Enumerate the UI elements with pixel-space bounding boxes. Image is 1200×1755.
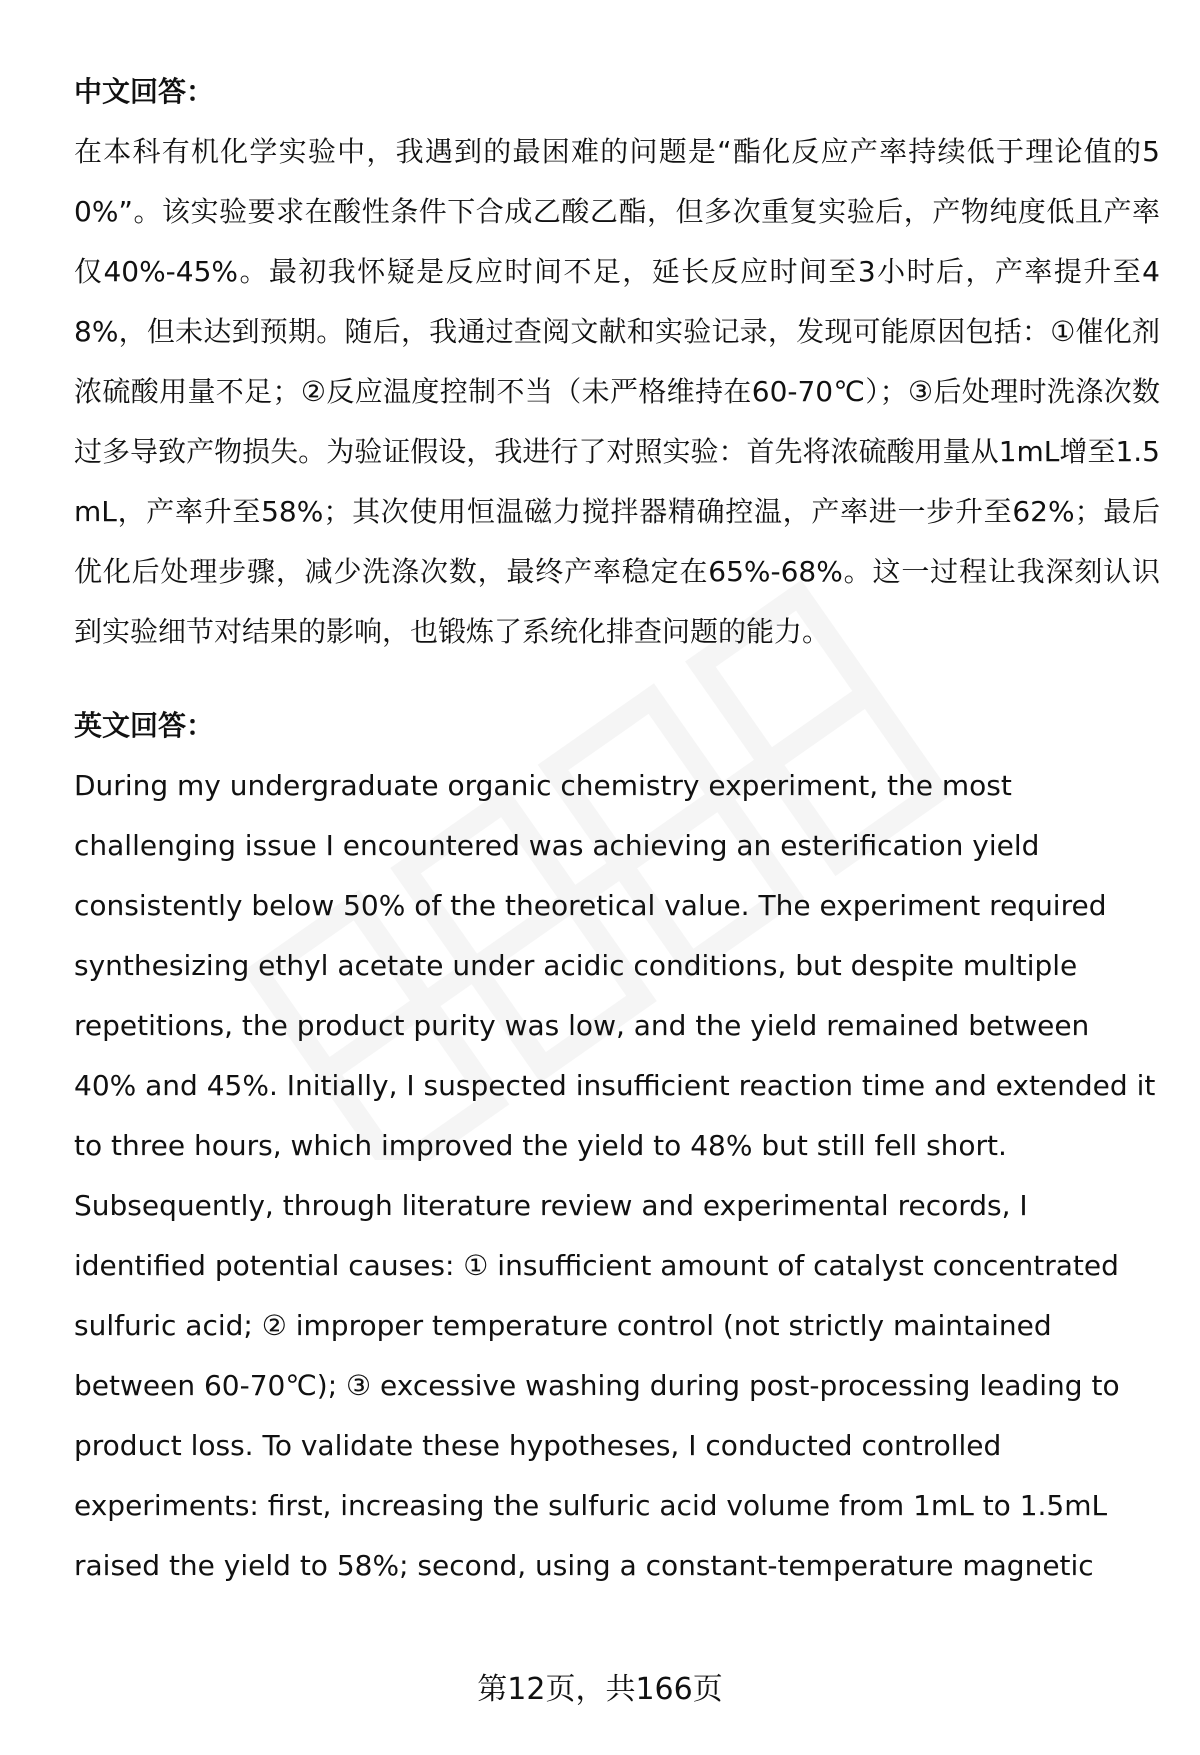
page-number-footer: 第12页，共166页: [477, 1672, 723, 1707]
zh-answer-body: 在本科有机化学实验中，我遇到的最困难的问题是“酯化反应产率持续低于理论值的50%”。该实验要求在酸性条件下合成乙酸乙酯，但多次重复实验后，产物纯度低且产率仅40%-45%。最初我怀疑是反应时间不足，延长反应时间至3小时后，产率提升至48%，但未达到预期。随后，我通过查阅文献和实验记录，发现可能原因包括：①催化剂浓硫酸用量不足；②反应温度控制不当（未严格维持在60-70℃）；③后处理时洗涤次数过多导致产物损失。为验证假设，我进行了对照实验：首先将浓硫酸用量从1mL增至1.5mL，产率升至58%；其次使用恒温磁力搅拌器精确控温，产率进一步升至62%；最后优化后处理步骤，减少洗涤次数，最终产率稳定在65%-68%。这一过程让我深刻认识到实验细节对结果的影响，也锻炼了系统化排查问题的能力。: [74, 135, 1160, 648]
zh-answer-heading: 中文回答：: [74, 75, 215, 108]
en-answer-heading: 英文回答：: [74, 709, 215, 742]
document-page: [74, 62, 1160, 1596]
section-gap: [74, 662, 1160, 696]
en-answer-body: During my undergraduate organic chemistry experiment, the most challenging issue I encountered was achieving an esterification yield consistently below 50% of the theoretical value. The experiment required synthesizing ethyl acetate under acidic conditions, but despite multiple repetitions, the product purity was low, and the yield remained between 40% and 45%. Initially, I suspected insufficient reaction time and extended it to three hours, which improved the yield to 48% but still fell short. Subsequently, through literature review and experimental records, I identified potential causes: ① insufficient amount of catalyst concentrated sulfuric acid; ② improper temperature control (not strictly maintained between 60-70℃); ③ excessive washing during post-processing leading to product loss. To validate these hypotheses, I conducted controlled experiments: first, increasing the sulfuric acid volume from 1mL to 1.5mL raised the yield to 58%; second, using a constant-temperature magnetic: [74, 769, 1156, 1582]
